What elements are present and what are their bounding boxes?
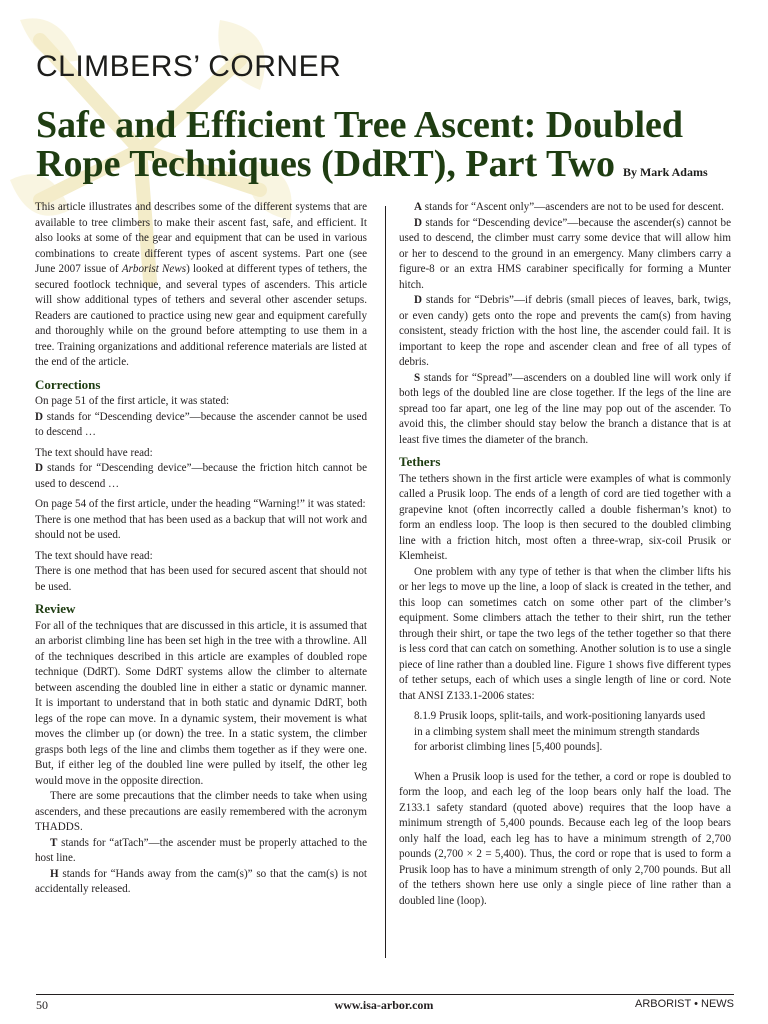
review-heading: Review: [35, 601, 76, 616]
intro-paragraph: This article illustrates and describes some of the different systems that are available to tree climbers to make their ascent fast, safe, and efficient. It also looks at some of the gear and equipment that can be used in various combinations to create different types of ascent systems. Part one (see June 2007 issue of Arborist News) looked at different types of tethers, the secured footlock technique, and several types of ascenders. This article will show additional types of tethers and several other ascender setups. Readers are cautioned to practice using new gear and equipment carefully and thoroughly while on the ground before attempting to use them in a tree. Training organizations and additional reference materials are listed at the end of the article.: [35, 201, 367, 368]
tethers-heading: Tethers: [399, 454, 441, 469]
page-number: 50: [36, 998, 48, 1012]
thadds-item: H stands for “Hands away from the cam(s)” so that the cam(s) is not accidentally released.: [35, 867, 367, 895]
corrections-heading: Corrections: [35, 376, 101, 392]
thadds-item: D stands for “Debris”—if debris (small pieces of leaves, bark, twigs, or even candy) gets onto the rope and prevents the cam(s) from having consistent, steady friction with the host line, the ascender could fail. It is important to keep the rope and ascender clean and free of all types of debris.: [399, 294, 731, 368]
article-title: [36, 106, 736, 192]
thadds-item: S stands for “Spread”—ascenders on a doubled line will work only if both legs of the doubled line are close together. If the legs of the line are spread too far apart, one leg of the line may pop out of the ascender. To avoid this, the climber should stay below the branch a distance that is at least five times the diameter of the branch.: [399, 371, 731, 446]
footer-rule: [36, 994, 734, 995]
thadds-item: A stands for “Ascent only”—ascenders are not to be used for descent.: [414, 201, 724, 213]
section-label: CLIMBERS’ CORNER: [36, 50, 342, 83]
left-column: [35, 200, 367, 898]
correction-line: On page 54 of the first article, under the heading “Warning!” it was stated:: [35, 498, 366, 510]
article-title-text: Safe and Efficient Tree Ascent: Doubled Rope Techniques (DdRT), Part Two: [36, 104, 684, 185]
tethers-paragraph: When a Prusik loop is used for the tether, a cord or rope is doubled to form the loop, and each leg of the loop bears only half the load. The Z133.1 safety standard (quoted above) requires that the loop have a minimum strength of 5,400 pounds. Because each leg of the loop bears only half the load, each leg has to have a minimum strength of 2,700 pounds (2,700 × 2 = 5,400). Thus, the cord or rope that is used to form a Prusik loop has to have a minimum strength of only 2,700 pounds. But all of the tethers shown here use only a single piece of line rather than a doubled line (loop).: [399, 770, 731, 907]
magazine-reference: Arborist News: [121, 263, 187, 275]
correction-line: D stands for “Descending device”—because the ascender cannot be used to descend …: [35, 410, 367, 438]
correction-line: D stands for “Descending device”—because the friction hitch cannot be used to descend …: [35, 462, 367, 490]
tethers-paragraph: The tethers shown in the first article were examples of what is commonly called a Prusik loop. The ends of a length of cord are tied together with a grapevine knot (often incorrectly called a double fisherman’s knot) to form an endless loop. The loop is then secured to the doubled climbing line with a friction hitch, most often a three-wrap, six-coil Prusik or Klemheist.: [399, 472, 731, 562]
thadds-item: T stands for “atTach”—the ascender must be properly attached to the host line.: [35, 836, 367, 864]
tethers-paragraph: One problem with any type of tether is that when the climber lifts his or her legs to move up the line, a loop of slack is created in the tether, and this loop can sometimes catch on some other part of the climber’s equipment. Some climbers attach the tether to their shirt, run the tether through their shirt, or tape the two legs of the tether together so that there is less cord that can catch on something. Another solution is to use a single piece of line rather than a doubled line. Figure 1 shows five different types of tether setups, each of which uses a single length of line or cord. Note that ANSI Z133.1-2006 states:: [399, 565, 731, 702]
footer-url[interactable]: www.isa-arbor.com: [334, 998, 434, 1012]
column-divider: [385, 206, 386, 958]
right-column: [399, 200, 731, 909]
correction-line: There is one method that has been used as a backup that will not work and should not be used.: [35, 513, 367, 541]
correction-line: The text should have read:: [35, 446, 153, 459]
review-paragraph: There are some precautions that the climber needs to take when using ascenders, and these precautions are easily remembered with the acronym THADDS.: [35, 790, 367, 833]
magazine-name: ARBORIST • NEWS: [635, 998, 734, 1010]
thadds-item: D stands for “Descending device”—because the ascender(s) cannot be used to descend, the climber must carry some device that will allow him or her to descend to the ground in an emergency. Many climbers carry a figure-8 or an extra HMS carabiner specifically for forming a Munter hitch.: [399, 216, 731, 291]
correction-line: There is one method that has been used for secured ascent that should not be used.: [35, 565, 367, 593]
correction-line: The text should have read:: [35, 549, 153, 562]
correction-line: On page 51 of the first article, it was stated:: [35, 395, 230, 407]
byline: By Mark Adams: [622, 165, 708, 179]
standard-quote: 8.1.9 Prusik loops, split-tails, and work-positioning lanyards used in a climbing system shall meet the minimum strength standards for arborist climbing lines [5,400 pounds].: [414, 710, 706, 753]
review-paragraph: For all of the techniques that are discussed in this article, it is assumed that an arborist climbing line has been set high in the tree with a throwline. All of the techniques described in this article are examples of doubled rope technique (DdRT). Some DdRT systems allow the climber to alternate between ascending the doubled line in either a static or dynamic manner. It is important to understand that in both static and dynamic DdRT, both legs of the rope can move. In a dynamic system, their movement is what moves the climber up (or down) the tree. In a static system, the climber grasps both legs of the line and climbs them together as if they were one. But, if either leg of the doubled line were pulled by itself, the other leg would move in the opposite direction.: [35, 619, 367, 787]
